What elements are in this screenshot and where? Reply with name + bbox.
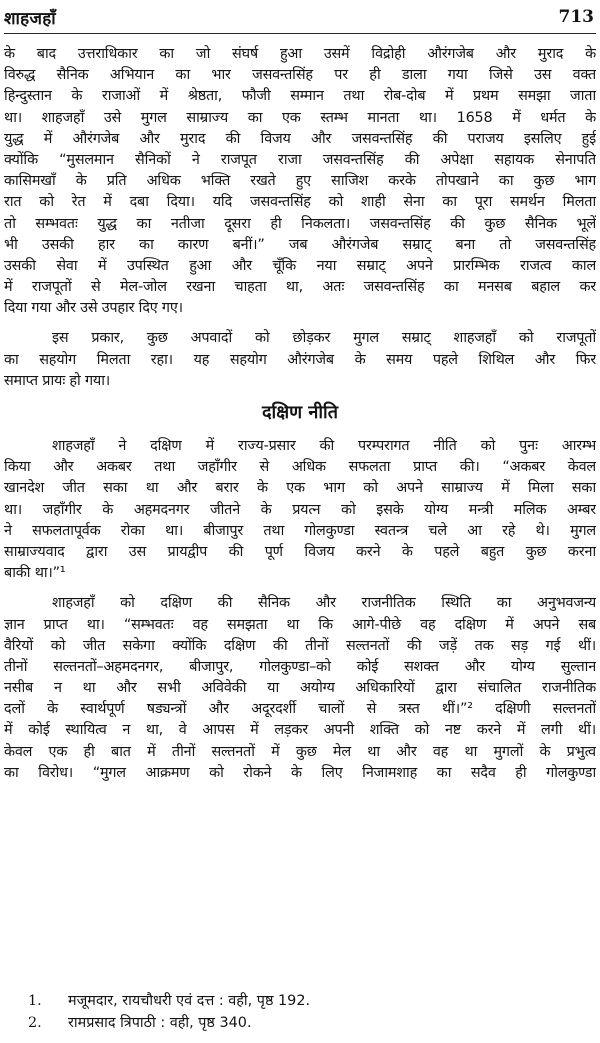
text-line: था। जहाँगीर के अहमदनगर जीतने के प्रयत्न को इसके योग्य मन्त्री मलिक अम्बर [4, 501, 596, 518]
text-line: किया और अकबर तथा जहाँगीर से अधिक सफलता प्राप्त की। “अकबर केवल [4, 459, 596, 476]
text-line: के बाद उत्तराधिकार का जो संघर्ष हुआ उसमें विद्रोही औरंगजेब और मुराद के [4, 46, 596, 62]
text-line: का सहयोग मिलता रहा। यह सहयोग औरंगजेब के समय पहले शिथिल और फिर [4, 351, 596, 368]
footnote-number: 1. [28, 993, 42, 1009]
running-head: शाहजहाँ [4, 8, 56, 29]
text-line: खानदेश जीत सका था और बरार के एक भाग को अपने साम्राज्य में मिला सका [4, 480, 596, 497]
footnote-number: 2. [28, 1015, 42, 1031]
text-line: में राजपूतों से मेल-जोल रखना चाहता था, अतः जसवन्तसिंह का मनसब बहाल कर [4, 279, 596, 296]
text-line: इस प्रकार, कुछ अपवादों को छोड़कर मुगल सम्राट् शाहजहाँ को राजपूतों [52, 330, 596, 347]
text-line: क्योंकि “मुसलमान सैनिकों ने राजपूत राजा जसवन्तसिंह की अपेक्षा सहायक सेनापति [4, 151, 596, 168]
footnote-text: मजूमदार, रायचौधरी एवं दत्त : वही, पृष्ठ 192. [68, 993, 311, 1009]
text-line: में कोई स्थायित्व न था, वे आपस में लड़कर अपनी शक्ति को नष्ट करने में लगी थीं। [4, 722, 596, 739]
text-line: दलों के स्वार्थपूर्ण षड्यन्त्रों और अदूरदर्शी चालों से त्रस्त थीं।”² दक्षिणी सल्तनतों [4, 701, 596, 718]
text-line: बाकी था।”¹ [4, 565, 66, 582]
text-line: रात को रेत में दबा दिया। यदि जसवन्तसिंह को शाही सेना का पूरा समर्थन मिलता [4, 194, 596, 211]
text-line: वैरियों को जीत सकेगा क्योंकि दक्षिण की तीनों सल्तनतों की जड़ें तक सड़ गई थीं। [4, 637, 596, 654]
text-line: कासिमखाँ के प्रति अधिक भक्ति रखते हुए साजिश करके तोपखाने का कुछ भाग [4, 173, 596, 190]
text-line: नसीब न था और सभी अविवेकी या अयोग्य अधिकारियों द्वारा संचालित राजनीतिक [4, 680, 596, 697]
paragraph [4, 436, 596, 584]
paragraph [4, 593, 596, 784]
text-line: था। शाहजहाँ उसे मुगल साम्राज्य का एक स्तम्भ मानता था। 1658 में धर्मत के [4, 109, 596, 126]
text-line: केवल एक ही बात में तीनों सल्तनतों में कुछ मेल था और वह था मुगलों के प्रभुत्व [4, 743, 596, 760]
text-line: विरुद्ध सैनिक अभियान का भार जसवन्तसिंह पर ही डाला गया जिसे उस वक्त [4, 67, 596, 84]
text-line: युद्ध में औरंगजेब और मुराद की विजय और जसवन्तसिंह की पराजय इसलिए हुई [4, 130, 596, 147]
paragraph [4, 328, 596, 392]
text-line: समाप्त प्रायः हो गया। [4, 372, 110, 389]
page-header [4, 2, 594, 32]
body-text [4, 44, 596, 784]
text-line: हिन्दुस्तान के राजाओं में श्रेष्ठता, फौजी सम्मान तथा रोब-दोब में प्रथम समझा जाता [4, 88, 596, 105]
section-heading: दक्षिण नीति [262, 402, 338, 423]
footnotes [28, 990, 596, 1034]
footnote [28, 990, 596, 1012]
text-line: उसकी सेवा में उपस्थित हुआ और चूँकि नया सम्राट् अपने प्रारम्भिक राजत्व काल [4, 257, 596, 274]
text-line: साम्राज्यवाद द्वारा उस प्रायद्वीप की पूर्ण विजय करने के पहले बहुत कुछ करना [4, 543, 596, 560]
header-rule [4, 33, 596, 34]
text-line: तीनों सल्तनतों–अहमदनगर, बीजापुर, गोलकुण्डा–को कोई सशक्त और योग्य सुल्तान [4, 658, 596, 675]
footnote-text: रामप्रसाद त्रिपाठी : वही, पृष्ठ 340. [68, 1015, 252, 1031]
text-line: ने सफलतापूर्वक रोका था। बीजापुर तथा गोलकुण्डा स्वतन्त्र चले आ रहे थे। मुगल [4, 522, 596, 539]
page-number: 713 [558, 7, 594, 27]
paragraph [4, 44, 596, 319]
text-line: ज्ञान प्राप्त था। “सम्भवतः वह समझता था कि आगे-पीछे वह दक्षिण में अपने सब [4, 616, 596, 633]
text-line: दिया गया और उसे उपहार दिए गए। [4, 300, 183, 317]
text-line: शाहजहाँ ने दक्षिण में राज्य-प्रसार की परम्परागत नीति को पुनः आरम्भ [52, 438, 596, 454]
text-line: तो सम्भवतः युद्ध का नतीजा दूसरा ही निकलता। जसवन्तसिंह की कुछ सैनिक भूलें [4, 215, 596, 232]
footnote [28, 1012, 596, 1034]
text-line: शाहजहाँ को दक्षिण की सैनिक और राजनीतिक स्थिति का अनुभवजन्य [52, 595, 596, 612]
text-line: भी उसकी हार का कारण बनीं।” जब औरंगजेब सम्राट् बना तो जसवन्तसिंह [4, 236, 596, 253]
text-line: का विरोध। “मुगल आक्रमण को रोकने के लिए निजामशाह का सदैव ही गोलकुण्डा [4, 764, 596, 781]
